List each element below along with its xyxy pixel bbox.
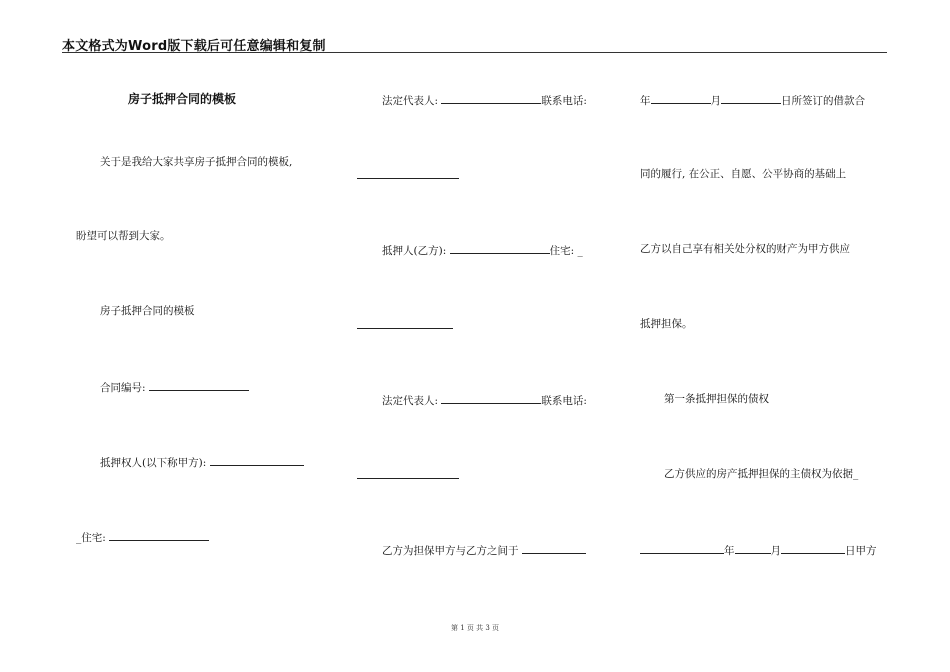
mortgagor-address-blank — [357, 317, 453, 329]
mortgagor-line — [382, 242, 583, 258]
mortgagee-phone-blank — [357, 167, 459, 179]
day-blank-2 — [781, 542, 845, 554]
mortgagee-rep-label: 法定代表人: — [382, 95, 439, 107]
mortgagor-rep-line — [382, 392, 587, 408]
mortgagor-rep-label: 法定代表人: — [382, 395, 439, 407]
mortgagee-phone-line — [357, 167, 459, 183]
loan-date-line — [640, 92, 865, 108]
mortgagee-line — [100, 454, 304, 470]
mortgagor-phone-line — [357, 467, 459, 483]
mortgagor-phone-blank — [357, 467, 459, 479]
loan-contract-text: 日所签订的借款合 — [781, 95, 865, 107]
contract-number-line — [100, 379, 249, 395]
mortgagor-address-line — [357, 317, 453, 333]
contract-number-blank — [149, 379, 249, 391]
day-blank-1 — [721, 92, 781, 104]
contract-number-label: 合同编号: — [100, 382, 146, 394]
contract-subtitle: 房子抵押合同的模板 — [100, 305, 195, 317]
guarantee-date-blank — [522, 542, 586, 554]
page-footer: 第 1 页 共 3 页 — [450, 624, 500, 632]
document-title: 房子抵押合同的模板 — [128, 92, 237, 106]
guarantee-line — [382, 542, 586, 558]
claim-date-line — [640, 542, 877, 558]
month-blank-1 — [651, 92, 711, 104]
guarantee-text: 乙方为担保甲方与乙方之间于 — [382, 545, 519, 557]
header-divider — [62, 52, 887, 53]
document-header: 本文格式为Word版下载后可任意编辑和复制 — [62, 39, 326, 54]
party-a-text: 日甲方 — [845, 545, 877, 557]
month-label-2: 月 — [770, 545, 781, 557]
mortgagee-address-label: _住宅: — [76, 532, 106, 544]
mortgagor-phone-label: 联系电话: — [541, 395, 587, 407]
mortgage-guarantee-line: 抵押担保。 — [640, 318, 693, 330]
mortgagor-label: 抵押人(乙方): — [382, 245, 447, 257]
main-claim-line: 乙方供应的房产抵押担保的主债权为依据_ — [664, 468, 859, 480]
mortgagor-blank — [450, 242, 550, 254]
mortgagee-address-line — [76, 529, 209, 545]
year-blank-2 — [640, 542, 724, 554]
principle-line: 同的履行, 在公正、自愿、公平协商的基础上 — [640, 168, 847, 180]
mortgagor-rep-blank — [441, 392, 541, 404]
mortgagee-blank — [210, 454, 304, 466]
mortgagee-phone-label: 联系电话: — [541, 95, 587, 107]
property-line: 乙方以自己享有相关处分权的财产为甲方供应 — [640, 243, 850, 255]
month-label-1: 月 — [710, 95, 721, 107]
mortgagee-rep-blank — [441, 92, 541, 104]
mortgagee-address-blank — [109, 529, 209, 541]
year-label-1: 年 — [640, 95, 651, 107]
article-one-heading: 第一条抵押担保的债权 — [664, 393, 769, 405]
mortgagee-rep-line — [382, 92, 587, 108]
intro-line-2: 盼望可以帮到大家。 — [76, 230, 171, 242]
month-blank-2 — [735, 542, 771, 554]
year-label-2: 年 — [724, 545, 735, 557]
intro-line-1: 关于是我给大家共享房子抵押合同的模板, — [100, 156, 293, 168]
mortgagor-address-label: 住宅: _ — [549, 245, 583, 257]
mortgagee-label: 抵押权人(以下称甲方): — [100, 457, 207, 469]
